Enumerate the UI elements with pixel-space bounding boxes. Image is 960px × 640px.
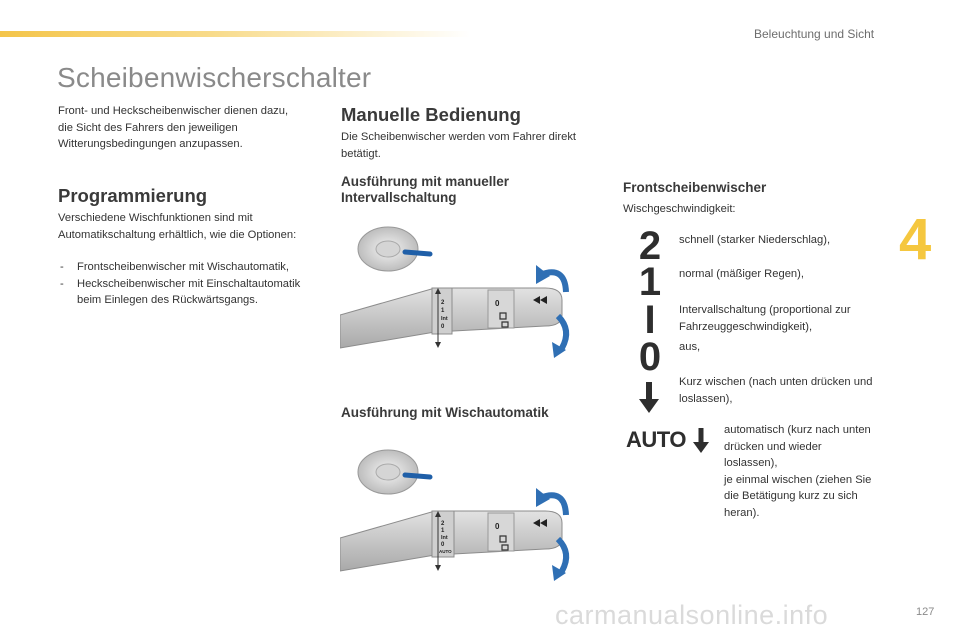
wischauto-heading: Ausführung mit Wischautomatik bbox=[341, 405, 549, 420]
wiper-lever-illustration-auto bbox=[340, 443, 595, 603]
lever-label-0: 0 bbox=[441, 324, 445, 330]
manuell-heading: Manuelle Bedienung bbox=[341, 104, 521, 125]
lever-label-int: Int bbox=[441, 316, 448, 322]
watermark: carmanualsonline.info bbox=[555, 600, 829, 630]
wiper-lever-illustration-manual bbox=[340, 220, 595, 380]
off-text: aus, bbox=[679, 341, 701, 353]
programmierung-heading: Programmierung bbox=[58, 185, 208, 206]
single-wipe-text: Kurz wischen (nach unten drücken und loslassen), bbox=[679, 376, 873, 405]
lever-label-rear-0: 0 bbox=[495, 299, 500, 308]
header-accent-bar bbox=[0, 31, 470, 37]
lever-label-1: 1 bbox=[441, 528, 445, 534]
auto-icon: AUTO bbox=[626, 428, 716, 452]
interval-text: Intervallschaltung (proportional zur Fahrzeuggeschwindigkeit), bbox=[679, 304, 851, 333]
page-title: Scheibenwischerschalter bbox=[57, 62, 372, 93]
speed-1-icon: 1 bbox=[638, 260, 662, 304]
speed-1-text: normal (mäßiger Regen), bbox=[679, 268, 804, 280]
programmierung-options bbox=[58, 259, 320, 309]
option-item: - Heckscheibenwischer mit Einschaltautomatik beim Einlegen des Rückwärtsgangs. bbox=[58, 276, 320, 309]
lever-label-2: 2 bbox=[441, 521, 445, 527]
lever-label-rear-0: 0 bbox=[495, 522, 500, 531]
programmierung-text: Verschiedene Wischfunktionen sind mit Automatikschaltung erhältlich, wie die Optionen: bbox=[58, 212, 297, 241]
off-icon: 0 bbox=[638, 335, 662, 379]
auto-arrow-down-icon bbox=[692, 428, 710, 454]
lever-label-1: 1 bbox=[441, 308, 445, 314]
section-label: Beleuchtung und Sicht bbox=[754, 27, 875, 41]
intro-text: Front- und Heckscheibenwischer dienen dazu, die Sicht des Fahrers den jeweiligen Witterungsbedingungen anzupassen. bbox=[58, 105, 289, 150]
auto-text: automatisch (kurz nach unten drücken und wieder loslassen), je einmal wischen (ziehen Sie die Betätigung kurz zu sich heran). bbox=[724, 424, 872, 519]
speed-2-icon: 2 bbox=[638, 224, 662, 268]
steering-wheel-icon bbox=[358, 450, 430, 494]
front-subtitle: Wischgeschwindigkeit: bbox=[623, 203, 736, 215]
intervall-heading: Ausführung mit manueller Intervallschaltung bbox=[341, 174, 510, 205]
arrow-down-icon bbox=[638, 382, 660, 414]
manuell-text: Die Scheibenwischer werden vom Fahrer direkt betätigt. bbox=[341, 131, 577, 160]
option-item: - Frontscheibenwischer mit Wischautomatik, bbox=[58, 259, 320, 276]
lever-body bbox=[340, 511, 562, 571]
page-number: 127 bbox=[916, 606, 935, 618]
front-heading: Frontscheibenwischer bbox=[623, 180, 767, 195]
lever-label-2: 2 bbox=[441, 300, 445, 306]
lever-label-0: 0 bbox=[441, 542, 445, 548]
lever-body bbox=[340, 288, 562, 348]
lever-label-int: Int bbox=[441, 535, 448, 541]
chapter-number: 4 bbox=[899, 207, 932, 272]
lever-label-auto: AUTO bbox=[439, 549, 452, 554]
steering-wheel-icon bbox=[358, 227, 430, 271]
interval-icon: I bbox=[644, 298, 656, 342]
speed-2-text: schnell (starker Niederschlag), bbox=[679, 234, 831, 246]
